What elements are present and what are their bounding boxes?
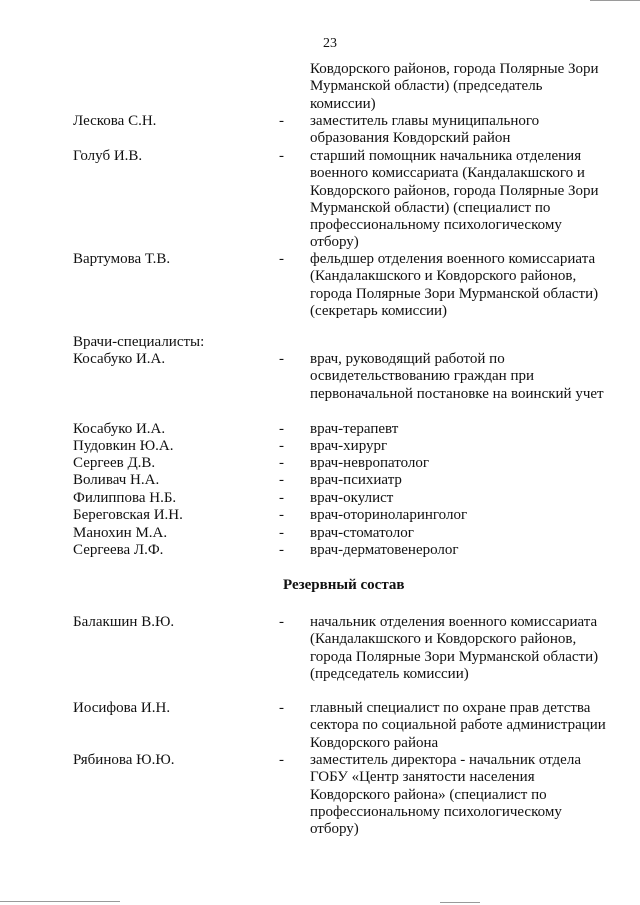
- scan-artifact-bottom-left: [0, 901, 120, 902]
- member-dash: -: [279, 251, 284, 267]
- reserve-dash: -: [279, 752, 284, 768]
- specialist-name: Манохин М.А.: [73, 525, 168, 541]
- reserve-role: главный специалист по охране прав детства сектора по социальной работе администрации Ковдорского района: [310, 700, 606, 751]
- specialist-dash: -: [279, 351, 284, 367]
- specialist-dash: -: [279, 421, 284, 437]
- specialist-dash: -: [279, 438, 284, 454]
- scan-artifact-bottom-mid: [440, 902, 480, 903]
- specialist-name: Филиппова Н.Б.: [73, 490, 177, 506]
- scan-artifact-top: [590, 0, 640, 1]
- specialist-role: врач, руководящий работой по освидетельствованию граждан при первоначальной постановке на воинский учет: [310, 351, 604, 402]
- member-name: Голуб И.В.: [73, 148, 143, 164]
- specialist-role: врач-хирург: [310, 438, 388, 454]
- specialist-name: Воливач Н.А.: [73, 472, 160, 488]
- specialist-role: врач-окулист: [310, 490, 394, 506]
- reserve-name: Иосифова И.Н.: [73, 700, 171, 716]
- specialist-role: врач-оториноларинголог: [310, 507, 468, 523]
- member-dash: -: [279, 148, 284, 164]
- specialist-dash: -: [279, 525, 284, 541]
- reserve-name: Балакшин В.Ю.: [73, 614, 175, 630]
- member-role: старший помощник начальника отделения военного комиссариата (Кандалакшского и Ковдорского районов, города Полярные Зори Мурманской области) (специалист по профессиональному психологическому отбору): [310, 148, 599, 251]
- specialist-role: врач-терапевт: [310, 421, 399, 437]
- specialist-name: Сергеев Д.В.: [73, 455, 156, 471]
- specialist-dash: -: [279, 507, 284, 523]
- member-role: заместитель главы муниципального образования Ковдорский район: [310, 113, 540, 147]
- member-name: Вартумова Т.В.: [73, 251, 171, 267]
- reserve-name: Рябинова Ю.Ю.: [73, 752, 175, 768]
- specialist-dash: -: [279, 455, 284, 471]
- top-continuation-text: Ковдорского районов, города Полярные Зори Мурманской области) (председатель комиссии): [310, 61, 599, 112]
- specialist-name: Пудовкин Ю.А.: [73, 438, 174, 454]
- specialist-role: врач-дерматовенеролог: [310, 542, 459, 558]
- specialist-dash: -: [279, 542, 284, 558]
- member-role: фельдшер отделения военного комиссариата (Кандалакшского и Ковдорского районов, города Полярные Зори Мурманской области) (секретарь комиссии): [310, 251, 599, 319]
- specialist-role: врач-психиатр: [310, 472, 402, 488]
- specialist-name: Береговская И.Н.: [73, 507, 183, 523]
- reserve-role: заместитель директора - начальник отдела ГОБУ «Центр занятости населения Ковдорского района» (специалист по профессиональному психологическому отбору): [310, 752, 581, 838]
- reserve-dash: -: [279, 700, 284, 716]
- member-name: Лескова С.Н.: [73, 113, 157, 129]
- specialist-name: Косабуко И.А.: [73, 421, 166, 437]
- specialist-dash: -: [279, 472, 284, 488]
- specialist-name: Косабуко И.А.: [73, 351, 166, 367]
- page-number: 23: [323, 36, 337, 51]
- specialist-role: врач-стоматолог: [310, 525, 414, 541]
- specialist-dash: -: [279, 490, 284, 506]
- specialists-label: Врачи-специалисты:: [73, 334, 205, 350]
- member-dash: -: [279, 113, 284, 129]
- specialist-name: Сергеева Л.Ф.: [73, 542, 164, 558]
- reserve-dash: -: [279, 614, 284, 630]
- reserve-role: начальник отделения военного комиссариата (Кандалакшского и Ковдорского районов, города Полярные Зори Мурманской области) (председатель комиссии): [310, 614, 599, 682]
- reserve-heading: Резервный состав: [283, 577, 405, 593]
- specialist-role: врач-невропатолог: [310, 455, 430, 471]
